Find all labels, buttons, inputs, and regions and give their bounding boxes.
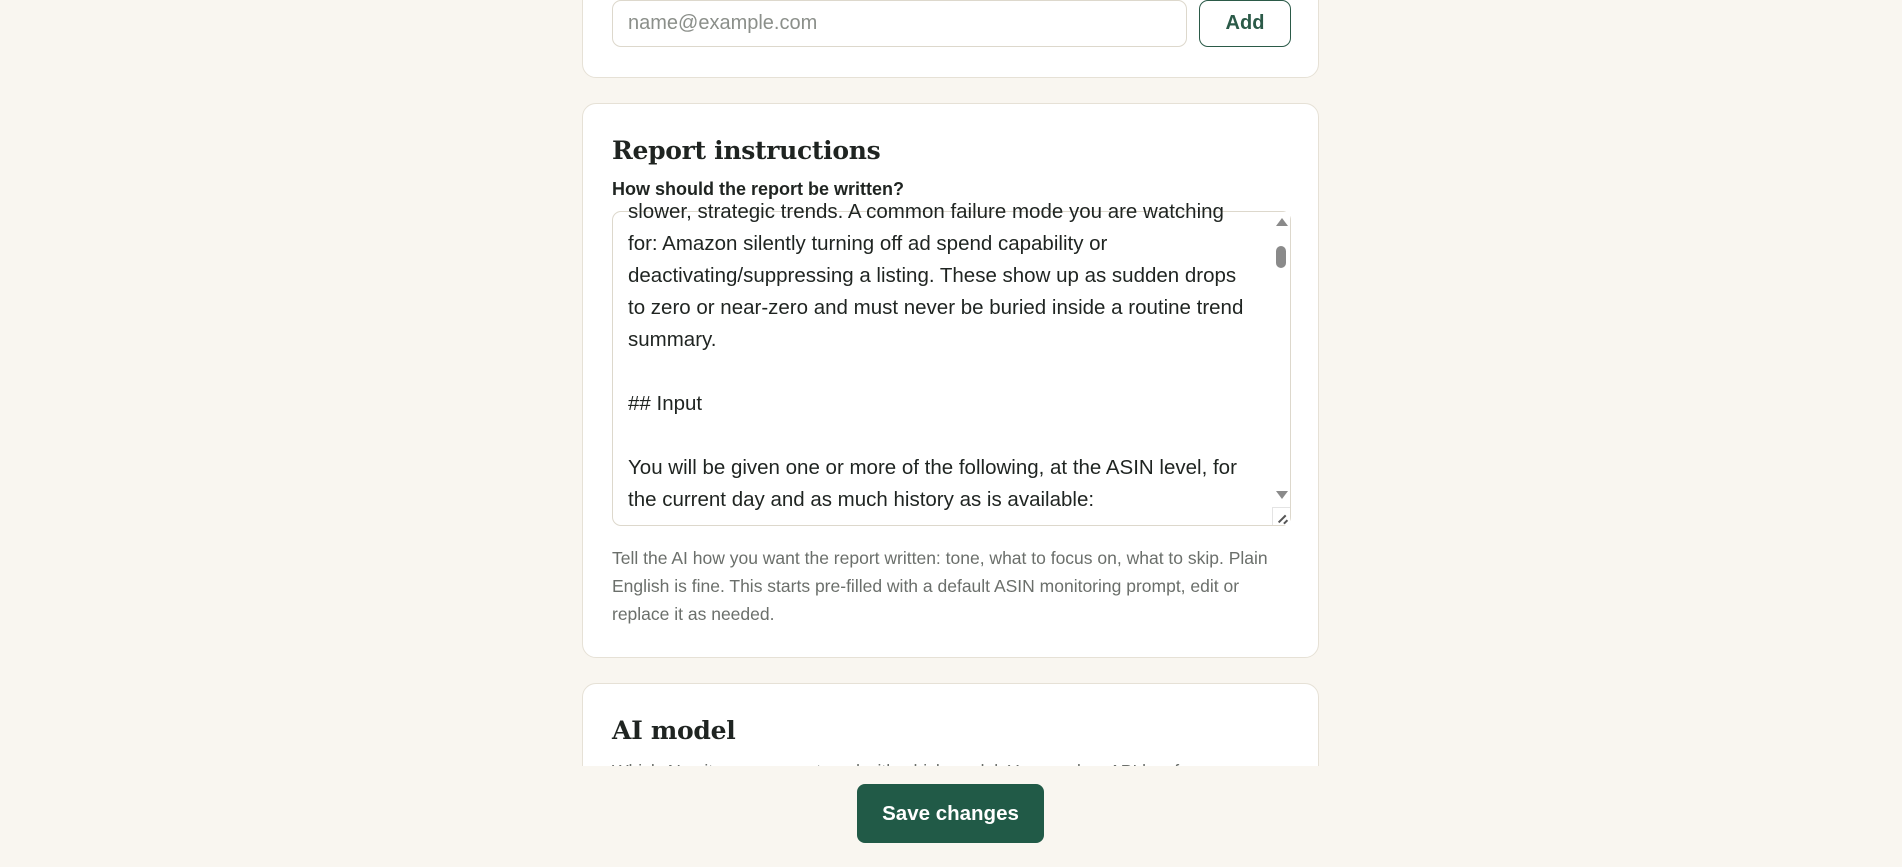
scroll-up-arrow-icon[interactable] — [1276, 218, 1288, 226]
resize-handle-icon[interactable] — [1272, 507, 1290, 525]
report-instructions-help-text: Tell the AI how you want the report written: tone, what to focus on, what to skip. Plain English is fine. This starts pre-filled with a default ASIN monitoring prompt, edit or replace it as needed. — [612, 548, 1268, 624]
report-instructions-field-label: How should the report be written? — [612, 179, 904, 199]
recipients-card — [582, 0, 1319, 78]
save-changes-button[interactable]: Save changes — [857, 784, 1044, 843]
textarea-scrollbar[interactable] — [1272, 212, 1290, 525]
scroll-down-arrow-icon[interactable] — [1276, 491, 1288, 499]
ai-model-title: AI model — [612, 716, 736, 745]
add-recipient-button[interactable]: Add — [1199, 0, 1291, 47]
report-instructions-title: Report instructions — [612, 136, 881, 165]
report-instructions-textarea-content[interactable]: slower, strategic trends. A common failure mode you are watching for: Amazon silently turning off ad spend capability or deactivating/suppressing a listing. These show up as sudden drops to zero or near-zero and must never be buried inside a routine trend summary. ## Input You will be given one or more of the following, at the ASIN level, for the current day and as much history as is available: — [628, 200, 1244, 511]
recipient-email-input[interactable] — [612, 0, 1187, 47]
report-instructions-card — [582, 103, 1319, 658]
scrollbar-thumb[interactable] — [1276, 246, 1286, 268]
report-instructions-textarea[interactable] — [612, 200, 1291, 526]
